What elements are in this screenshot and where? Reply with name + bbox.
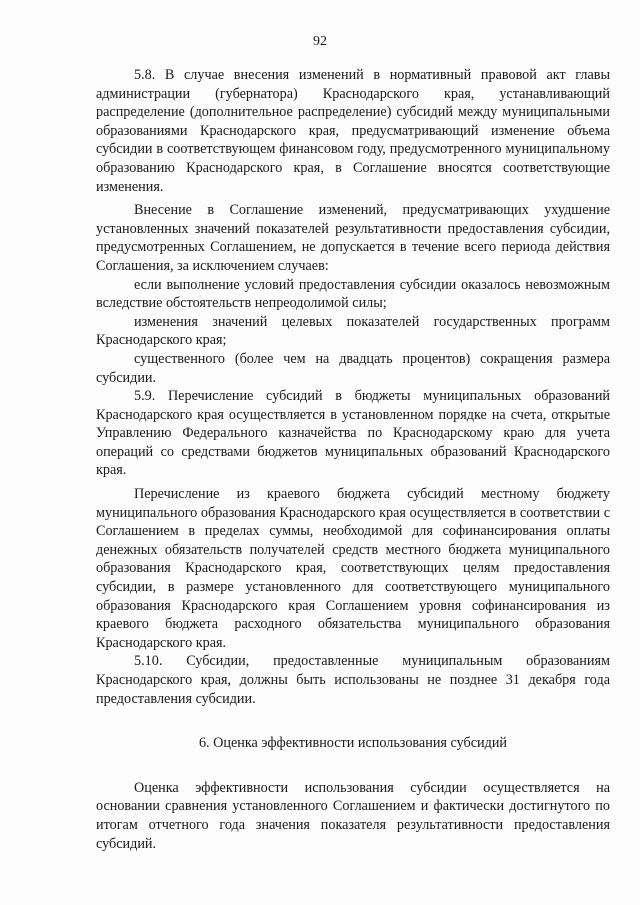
page-number: 92 <box>313 34 327 49</box>
document-body <box>96 66 610 853</box>
paragraph-5-10: 5.10. Субсидии, предоставленные муниципальным образованиям Краснодарского края, должны быть использованы не позднее 31 декабря года предоставления субсидии. <box>96 653 610 707</box>
paragraph-case-target-indicators: изменения значений целевых показателей государственных программ Краснодарского края; <box>96 313 610 349</box>
paragraph-case-force-majeure: если выполнение условий предоставления субсидии оказалось невозможным вследствие обстоятельств непреодолимой силы; <box>96 276 610 312</box>
paragraph-case-reduction: существенного (более чем на двадцать процентов) сокращения размера субсидии. <box>96 350 610 386</box>
paragraph-agreement-changes: Внесение в Соглашение изменений, предусматривающих ухудшение установленных значений показателей результативности предоставления субсидии, предусмотренных Соглашением, не допускается в течение всего периода действия Соглашения, за исключением случаев: <box>96 202 610 274</box>
paragraph-5-8: 5.8. В случае внесения изменений в нормативный правовой акт главы администрации (губернатора) Краснодарского края, устанавливающий распределение (дополнительное распределение) субсидий между муниципальными образованиями Краснодарского края, предусматривающий изменение объема субсидии в соответствующем финансовом году, предусмотренного муниципальному образованию Краснодарского края, в Соглашение вносятся соответствующие изменения. <box>96 67 610 195</box>
section-heading: 6. Оценка эффективности использования субсидий <box>198 735 508 752</box>
paragraph-5-9: 5.9. Перечисление субсидий в бюджеты муниципальных образований Краснодарского края осуществляется в установленном порядке на счета, открытые Управлению Федерального казначейства по Краснодарскому краю для учета операций со средствами бюджетов муниципальных образований Краснодарского края. <box>96 388 610 479</box>
paragraph-transfer: Перечисление из краевого бюджета субсидий местному бюджету муниципального образования Краснодарского края осуществляется в соответствии с Соглашением в пределах суммы, необходимой для софинансирования оплаты денежных обязательств получателей средств местного бюджета муниципального образования Краснодарского края, соответствующих целям предоставления субсидии, в размере установленного для соответствующего муниципального образования Краснодарского края Соглашением уровня софинансирования из краевого бюджета расходного обязательства муниципального образования Краснодарского края. <box>96 486 610 651</box>
paragraph-evaluation: Оценка эффективности использования субсидии осуществляется на основании сравнения установленного Соглашением и фактически достигнутого по итогам отчетного года значения показателя результативности предоставления субсидий. <box>96 779 610 852</box>
